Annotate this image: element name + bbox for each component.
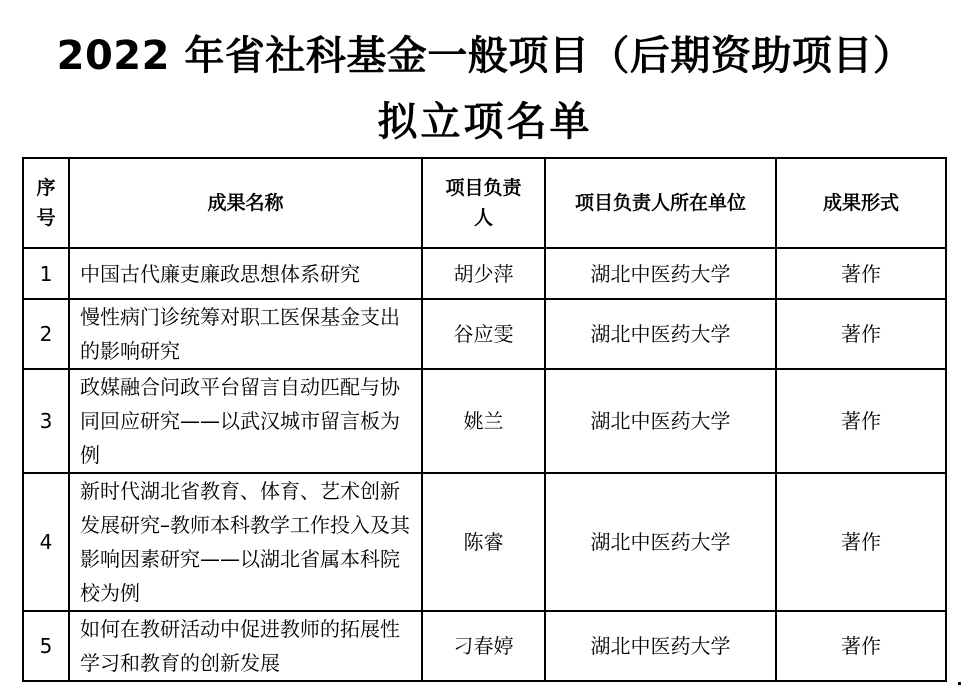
cell-name: 如何在教研活动中促进教师的拓展性学习和教育的创新发展 xyxy=(69,611,422,681)
cell-seq: 3 xyxy=(23,369,69,473)
cell-seq: 4 xyxy=(23,473,69,611)
table-row xyxy=(23,611,946,681)
cell-name: 政媒融合问政平台留言自动匹配与协同回应研究——以武汉城市留言板为例 xyxy=(69,369,422,473)
column-header-leader xyxy=(422,158,545,248)
column-header-leader-label: 项目负责人 xyxy=(445,177,522,229)
cell-leader: 谷应雯 xyxy=(422,299,545,369)
cell-unit: 湖北中医药大学 xyxy=(545,473,776,611)
cell-seq: 1 xyxy=(23,248,69,299)
cell-form: 著作 xyxy=(776,369,946,473)
cell-form: 著作 xyxy=(776,248,946,299)
project-table xyxy=(22,157,947,682)
document-title: 2022 年省社科基金一般项目（后期资助项目） xyxy=(56,33,914,79)
table-row xyxy=(23,299,946,369)
cell-unit: 湖北中医药大学 xyxy=(545,299,776,369)
column-header-name xyxy=(69,158,422,248)
column-header-unit xyxy=(545,158,776,248)
cell-leader: 姚兰 xyxy=(422,369,545,473)
table-row xyxy=(23,248,946,299)
column-header-name-label: 成果名称 xyxy=(207,192,284,214)
column-header-seq-label: 序号 xyxy=(36,177,56,229)
cell-leader: 陈睿 xyxy=(422,473,545,611)
column-header-form xyxy=(776,158,946,248)
table-row xyxy=(23,369,946,473)
cell-name: 中国古代廉吏廉政思想体系研究 xyxy=(69,248,422,299)
page-dot xyxy=(958,682,961,685)
column-header-unit-label: 项目负责人所在单位 xyxy=(574,192,746,214)
document-subtitle: 拟立项名单 xyxy=(377,99,593,145)
cell-name: 新时代湖北省教育、体育、艺术创新发展研究–教师本科教学工作投入及其影响因素研究——以湖北省属本科院校为例 xyxy=(69,473,422,611)
table-row xyxy=(23,473,946,611)
cell-unit: 湖北中医药大学 xyxy=(545,248,776,299)
cell-name: 慢性病门诊统筹对职工医保基金支出的影响研究 xyxy=(69,299,422,369)
cell-seq: 2 xyxy=(23,299,69,369)
cell-form: 著作 xyxy=(776,611,946,681)
cell-form: 著作 xyxy=(776,473,946,611)
cell-leader: 胡少萍 xyxy=(422,248,545,299)
column-header-seq xyxy=(23,158,69,248)
cell-unit: 湖北中医药大学 xyxy=(545,611,776,681)
cell-form: 著作 xyxy=(776,299,946,369)
cell-unit: 湖北中医药大学 xyxy=(545,369,776,473)
column-header-form-label: 成果形式 xyxy=(822,192,899,214)
cell-seq: 5 xyxy=(23,611,69,681)
table-header-row xyxy=(23,158,946,248)
cell-leader: 刁春婷 xyxy=(422,611,545,681)
